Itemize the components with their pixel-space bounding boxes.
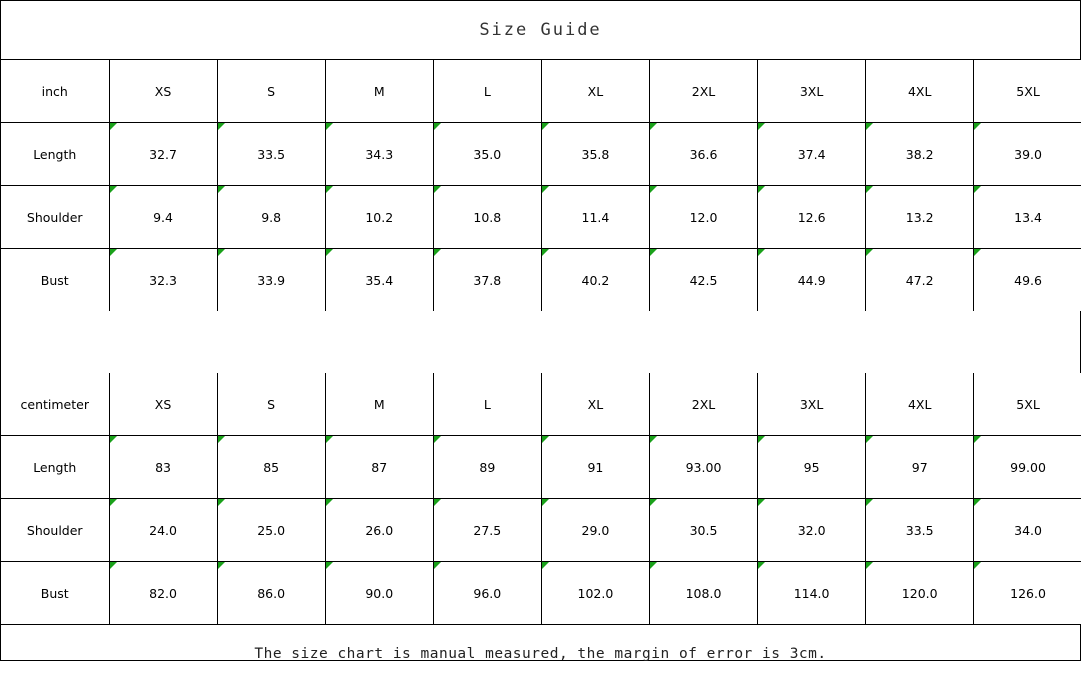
data-cell: 99.00 (974, 436, 1081, 499)
spacer-row (1, 311, 1080, 373)
column-header: 3XL (758, 60, 866, 123)
data-cell: 37.8 (433, 249, 541, 312)
column-header: M (325, 373, 433, 436)
data-cell: 9.4 (109, 186, 217, 249)
data-cell: 42.5 (649, 249, 757, 312)
data-cell: 26.0 (325, 499, 433, 562)
table-row (1, 186, 1081, 249)
data-cell: 49.6 (974, 249, 1081, 312)
table-row (1, 499, 1081, 562)
data-cell: 13.2 (866, 186, 974, 249)
table-row (1, 123, 1081, 186)
data-cell: 97 (866, 436, 974, 499)
data-cell: 10.8 (433, 186, 541, 249)
data-cell: 30.5 (649, 499, 757, 562)
data-cell: 9.8 (217, 186, 325, 249)
data-cell: 102.0 (541, 562, 649, 625)
data-cell: 11.4 (541, 186, 649, 249)
size-table-centimeter (1, 373, 1081, 624)
column-header: 4XL (866, 373, 974, 436)
column-header: 2XL (649, 60, 757, 123)
column-header: S (217, 60, 325, 123)
data-cell: 90.0 (325, 562, 433, 625)
data-cell: 29.0 (541, 499, 649, 562)
data-cell: 96.0 (433, 562, 541, 625)
data-cell: 38.2 (866, 123, 974, 186)
data-cell: 47.2 (866, 249, 974, 312)
table-header-row (1, 373, 1081, 436)
data-cell: 108.0 (649, 562, 757, 625)
table-row (1, 436, 1081, 499)
column-header: 5XL (974, 60, 1081, 123)
row-label: Bust (1, 562, 109, 625)
column-header: M (325, 60, 433, 123)
data-cell: 32.3 (109, 249, 217, 312)
column-header: L (433, 373, 541, 436)
data-cell: 83 (109, 436, 217, 499)
table-row (1, 249, 1081, 312)
row-label: Bust (1, 249, 109, 312)
column-header: S (217, 373, 325, 436)
data-cell: 37.4 (758, 123, 866, 186)
data-cell: 12.0 (649, 186, 757, 249)
data-cell: 35.0 (433, 123, 541, 186)
row-label: Length (1, 123, 109, 186)
data-cell: 10.2 (325, 186, 433, 249)
data-cell: 91 (541, 436, 649, 499)
data-cell: 35.8 (541, 123, 649, 186)
data-cell: 33.5 (866, 499, 974, 562)
data-cell: 95 (758, 436, 866, 499)
table-row (1, 562, 1081, 625)
data-cell: 82.0 (109, 562, 217, 625)
data-cell: 44.9 (758, 249, 866, 312)
unit-label-centimeter: centimeter (1, 373, 109, 436)
data-cell: 85 (217, 436, 325, 499)
data-cell: 32.7 (109, 123, 217, 186)
data-cell: 25.0 (217, 499, 325, 562)
data-cell: 120.0 (866, 562, 974, 625)
data-cell: 86.0 (217, 562, 325, 625)
column-header: XS (109, 60, 217, 123)
data-cell: 32.0 (758, 499, 866, 562)
data-cell: 34.3 (325, 123, 433, 186)
column-header: L (433, 60, 541, 123)
page-title: Size Guide (479, 20, 602, 40)
data-cell: 39.0 (974, 123, 1081, 186)
row-label: Shoulder (1, 186, 109, 249)
data-cell: 93.00 (649, 436, 757, 499)
unit-label-inch: inch (1, 60, 109, 123)
data-cell: 34.0 (974, 499, 1081, 562)
data-cell: 35.4 (325, 249, 433, 312)
column-header: 5XL (974, 373, 1081, 436)
data-cell: 40.2 (541, 249, 649, 312)
column-header: XS (109, 373, 217, 436)
table-spacer (1, 311, 1080, 373)
column-header: 3XL (758, 373, 866, 436)
column-header: 2XL (649, 373, 757, 436)
size-tables-wrapper (1, 60, 1080, 624)
data-cell: 87 (325, 436, 433, 499)
data-cell: 24.0 (109, 499, 217, 562)
data-cell: 27.5 (433, 499, 541, 562)
row-label: Length (1, 436, 109, 499)
spacer-cell (1, 311, 1080, 373)
data-cell: 33.5 (217, 123, 325, 186)
data-cell: 89 (433, 436, 541, 499)
data-cell: 114.0 (758, 562, 866, 625)
data-cell: 33.9 (217, 249, 325, 312)
data-cell: 12.6 (758, 186, 866, 249)
data-cell: 13.4 (974, 186, 1081, 249)
row-label: Shoulder (1, 499, 109, 562)
data-cell: 126.0 (974, 562, 1081, 625)
column-header: XL (541, 60, 649, 123)
size-table-inch (1, 60, 1081, 311)
footer-note: The size chart is manual measured, the margin of error is 3cm. (254, 645, 827, 662)
data-cell: 36.6 (649, 123, 757, 186)
page-title-bar (1, 1, 1080, 60)
column-header: XL (541, 373, 649, 436)
column-header: 4XL (866, 60, 974, 123)
footer-note-bar (1, 624, 1080, 682)
table-header-row (1, 60, 1081, 123)
